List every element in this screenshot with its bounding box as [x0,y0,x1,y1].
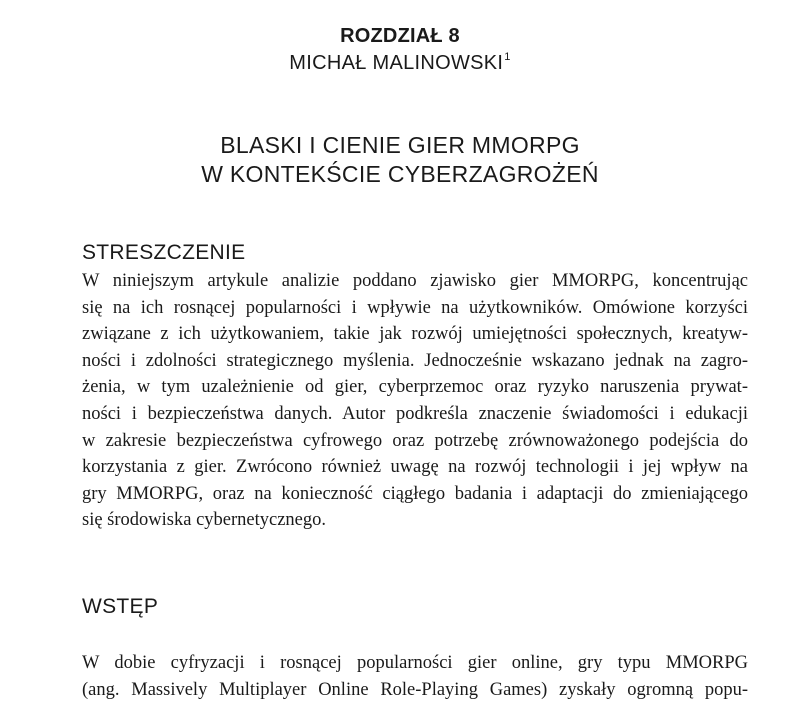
intro-line: (ang. Massively Multiplayer Online Role-Playing Games) zyskały ogromną popu- [82,679,748,700]
abstract-line: ności i bezpieczeństwa danych. Autor podkreśla znaczenie świadomości i edukacji [82,403,748,424]
abstract-line: żenia, w tym uzależnienie od gier, cyberprzemoc oraz ryzyko naruszenia prywat- [82,377,748,398]
abstract-line: się na ich rosnącej popularności i wpływie na użytkowników. Omówione korzyści [82,297,748,318]
abstract-line: W niniejszym artykule analizie poddano zjawisko gier MMORPG, koncentrując [82,271,748,291]
abstract-line: związane z ich użytkowaniem, takie jak rozwój umiejętności społecznych, kreatyw- [82,324,748,345]
abstract-paragraph [82,268,748,534]
author-name-text: MICHAŁ MALINOWSKI [289,52,504,74]
chapter-title-line-2: W KONTEKŚCIE CYBERZAGROŻEŃ [201,161,599,187]
abstract-line: ności i zdolności strategicznego myślenia. Jednocześnie wskazano jednak na zagro- [82,350,748,371]
intro-paragraph [82,650,748,703]
abstract-line: się środowiska cybernetycznego. [82,510,327,531]
abstract-heading: STRESZCZENIE [82,241,246,264]
intro-line: W dobie cyfryzacji i rosnącej popularności gier online, gry typu MMORPG [82,653,748,673]
author-name [0,52,800,75]
footnote-mark[interactable]: 1 [504,51,511,63]
abstract-line: gry MMORPG, oraz na konieczność ciągłego badania i adaptacji do zmieniającego [82,483,748,504]
chapter-label: ROZDZIAŁ 8 [340,25,460,47]
intro-heading: WSTĘP [82,595,159,618]
abstract-line: korzystania z gier. Zwrócono również uwagę na rozwój technologii i jej wpływ na [82,457,748,478]
chapter-title-line-1: BLASKI I CIENIE GIER MMORPG [220,132,580,158]
abstract-line: w zakresie bezpieczeństwa cyfrowego oraz potrzebę zrównoważonego podejścia do [82,430,748,451]
chapter-title [0,131,800,189]
